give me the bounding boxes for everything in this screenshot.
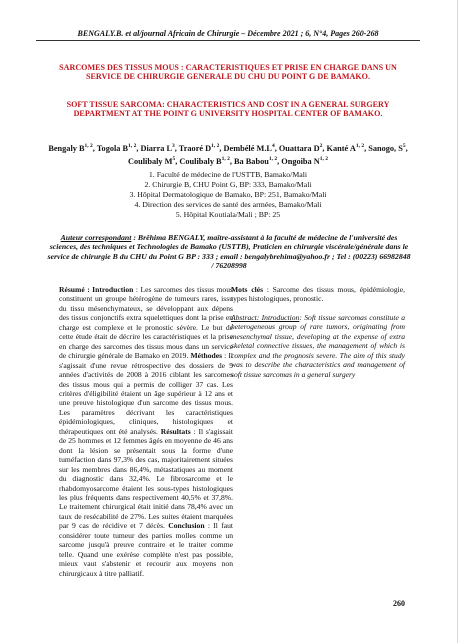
affiliation-3: 3. Hôpital Dermatologique de Bamako, BP: 251, Bamako/Mali: [129, 190, 327, 199]
author-affiliation-marker: 5: [402, 143, 406, 149]
methodes-text: : Il s'agissait d'une revue rétrospective des dossiers de 9 années d'activités de 2008 à 2016 ciblant les sarcomes des tissus mous qui a permis de colliger 37 cas. Les critères d'éligibilité étaient un âge supérieur à 12 ans et une preuve histologique d'un sarcome des tissus mous. Les paramètres décrivant les caractéristiques épidémiologiques, cliniques, histologiques et thérapeutiques ont été analysés.: [59, 351, 234, 436]
journal-header: BENGALY.B. et al/journal Africain de Chirurgie – Décembre 2021 ; 6, N°4, Pages 260-268: [77, 29, 379, 38]
author-name: Ouattara D: [278, 143, 320, 153]
header-rule: [36, 40, 420, 41]
author-affiliation-marker: 1, 2: [128, 143, 137, 149]
author-affiliation-marker: 1, 2: [268, 155, 278, 162]
conclusion-text: : Il faut considérer toute tumeur des parties molles comme un sarcome jusqu'à preuve contraire et le traiter comme telle. Quand une exérèse complète n'est pas possible, mieux vaut s'abstenir et recourir aux moyens non chirurgicaux à titre palliatif.: [59, 521, 234, 578]
column-right: [231, 285, 405, 379]
author-affiliation-marker: 1, 2: [319, 155, 328, 162]
resultats-text: : Il s'agissait de 25 hommes et 12 femmes âgés en moyenne de 46 ans dont la lésion se présentait sous la forme d'une tuméfaction dans 97,3% des cas, majoritairement situées sur les membres dans 86,4%, métastatiques au moment du diagnostic dans 32,4%. Le fibrosarcome et le rhabdomyosarcome étaient les sous-types histologiques les plus fréquents dans respectivement 40,5% et 37,8%. Le traitement chirurgical était initié dans 78,4% avec un taux de resécabilité de 27%. Les suites étaient marquées par 9 cas de récidive et 7 décès.: [59, 426, 234, 531]
author-name: Coulibaly B: [179, 156, 222, 166]
affiliation-1: 1. Faculté de médecine de l'USTTB, Bamako/Mali: [148, 170, 308, 179]
corresponding-author-label: Auteur correspondant: [60, 233, 132, 242]
resume-paragraph: [59, 285, 233, 578]
author-affiliation-marker: 3: [172, 143, 175, 149]
abstract-paragraph: [231, 313, 405, 379]
methodes-label: Méthodes: [190, 351, 223, 361]
author-name: Traoré D: [178, 143, 212, 153]
corresponding-author: [47, 233, 411, 271]
author-affiliation-marker: 1, 2: [211, 143, 220, 149]
resume-label: Résumé : Introduction: [59, 285, 134, 294]
title-french: SARCOMES DES TISSUS MOUS : CARACTERISTIQUES ET PRISE EN CHARGE DANS UN SERVICE DE CHIRURGIE GENERALE DU CHU DU POINT G DE BAMAKO.: [59, 63, 397, 82]
corresponding-author-text: : Brêhima BENGALY, maître-assistant à la faculté de médecine de l'université des sciences, des techniques et Technologies de Bamako (USTTB), Praticien en chirurgie viscérale/générale dans le service de chirurgie B du CHU du Point G BP : 333 ; email : bengalybrehima@yahoo.fr ; Tel : (00223) 66982848 / 76208998: [47, 233, 411, 271]
author-list: Bengaly B$^{1, 2}$, Togola B$^{1, 2}$, Diarra $L^3$, Traoré D$^{1, 2}$, Dembélé $M.L^4$, Ouattara $D^2$, Kanté A$^{1, 2}$, Sanogo, $S^5$, Coulibaly $M^5$, Coulibaly B$^{1, 2}$, Ba Babou$^{1, 2}$, Ongoiba N$^{1, 2}$: [48, 143, 408, 166]
column-left: [59, 285, 233, 578]
resultats-label: Résultats: [160, 426, 191, 436]
author-affiliation-marker: 2: [319, 143, 323, 149]
affiliation-4: 4. Direction des services de santé des armées, Bamako/Mali: [134, 200, 322, 209]
author-affiliation-marker: 4: [271, 143, 275, 149]
author-name: Togola B: [96, 143, 129, 153]
author-name: Dembélé M.L: [223, 143, 272, 153]
keywords-text: : Sarcome des tissus mous, épidémiologie, types histologiques, pronostic.: [231, 285, 405, 304]
author-name: Bengaly B: [48, 143, 85, 153]
author-name: Kanté A: [326, 143, 356, 153]
author-affiliation-marker: 1, 2: [221, 155, 230, 162]
author-name: Diarra L: [140, 143, 173, 153]
author-name: Ba Babou: [234, 156, 269, 166]
affiliation-5: 5. Hôpital Koutiala/Mali ; BP: 25: [175, 210, 281, 219]
abstract-label: Abstract: Introduction: [231, 312, 300, 322]
author-affiliation-marker: 1, 2: [355, 143, 365, 149]
author-affiliation-marker: 1, 2: [84, 143, 93, 149]
author-affiliation-marker: 5: [172, 155, 176, 162]
conclusion-label: Conclusion: [168, 521, 205, 531]
page-number: 260: [393, 599, 405, 608]
title-english: SOFT TISSUE SARCOMA: CHARACTERISTICS AND COST IN A GENERAL SURGERY DEPARTMENT AT THE POINT G UNIVERSITY HOSPITAL CENTER OF BAMAKO.: [66, 100, 390, 119]
author-name: Sanogo, S: [368, 143, 403, 153]
affiliation-list: [80, 170, 376, 220]
author-name: Coulibaly M: [128, 156, 173, 166]
abstract-text: : Soft tissue sarcomas constitute a heterogeneous group of rare tumors, originating from mesenchymal tissue, developing at the expense of extra skeletal connective tissues, the management of which is complex and the prognosis severe. The aim of this study was to describe the characteristics and management of soft tissue sarcomas in a general surgery: [231, 312, 405, 379]
resume-intro: : Les sarcomes des tissus mous constituent un groupe hétérogène de tumeurs rares, issu du tissu mésenchymateux, se développant aux dépens des tissus conjonctifs extra squelettiques dont la prise en charge est complexe et le pronostic sévère. Le but de cette étude était de décrire les caractéristiques et la prise en charge des sarcomes des tissus mous dans un service de chirurgie générale de Bamako en 2019.: [59, 285, 233, 361]
affiliation-2: 2. Chirurgie B, CHU Point G, BP: 333, Bamako/Mali: [144, 180, 312, 189]
author-name: Ongoiba N: [281, 156, 320, 166]
keywords-paragraph: [231, 285, 405, 304]
keywords-label: Mots clés: [231, 285, 264, 294]
